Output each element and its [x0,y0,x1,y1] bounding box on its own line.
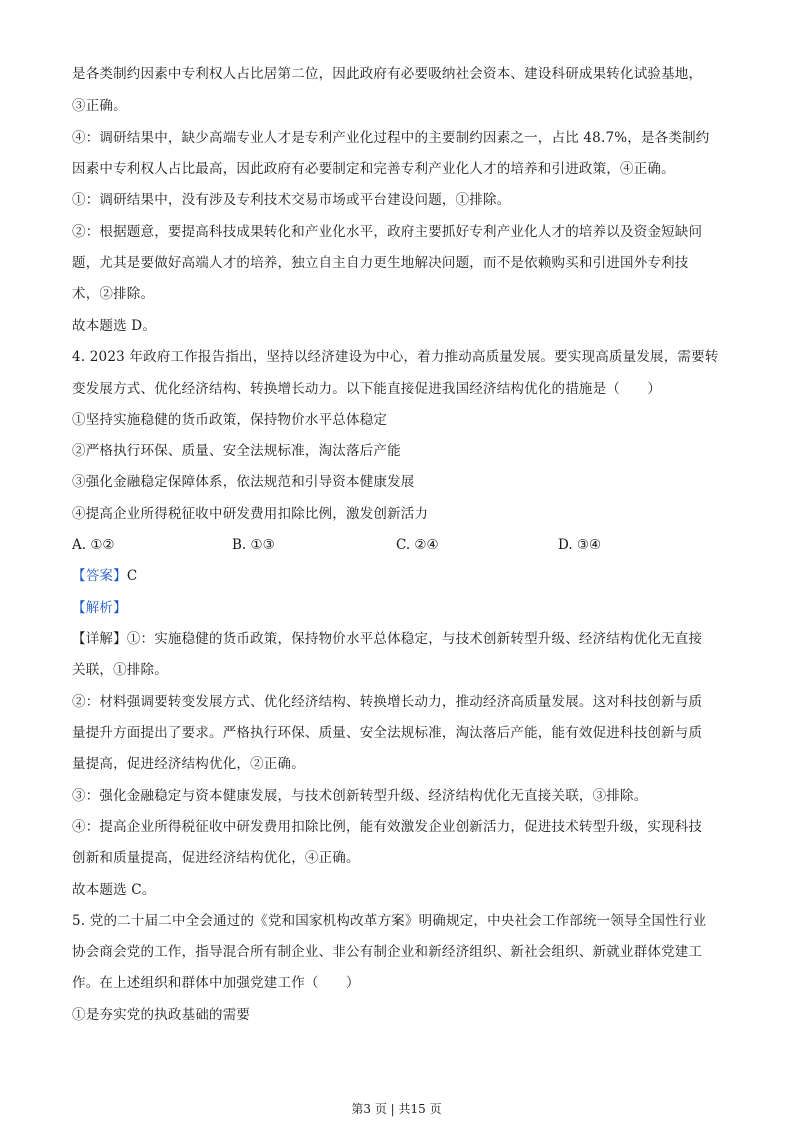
text-line: ②：材料强调要转变发展方式、优化经济结构、转换增长动力，推动经济高质量发展。这对科技创新与质 [72,694,703,710]
question-4-stem: 4. 2023 年政府工作报告指出，坚持以经济建设为中心，着力推动高质量发展。要实现高质量发展，需要转 [72,349,719,365]
question-5-stem: 协会商会党的工作，指导混合所有制企业、非公有制企业和新经济组织、新社会组织、新就业群体党建工 [72,944,703,960]
option-d: D. ③④ [558,537,602,553]
text-line: ④：调研结果中，缺少高端专业人才是专利产业化过程中的主要制约因素之一，占比 48.7%，是各类制约 [72,130,710,146]
statement-1: ①是夯实党的执政基础的需要 [72,1007,251,1023]
page-footer: 第3 页 | 共15 页 [351,1102,442,1116]
text-line: ③正确。 [72,98,127,114]
answer-options [72,535,722,555]
answer-tag: 【答案】 [72,568,127,584]
statement-2: ②严格执行环保、质量、安全法规标准，淘汰落后产能 [72,443,401,459]
detail-text: ①：实施稳健的货币政策，保持物价水平总体稳定，与技术创新转型升级、经济结构优化无直接 [126,631,703,647]
text-line: 题，尤其是要做好高端人才的培养，独立自主自力更生地解决问题，而不是依赖购买和引进国外专利技 [72,255,689,271]
option-c: C. ②④ [396,537,439,553]
option-a: A. ①② [72,537,115,553]
statement-3: ③强化金融稳定保障体系，依法规范和引导资本健康发展 [72,474,415,490]
detail-tag: 【详解】 [72,631,127,647]
analysis-tag: 【解析】 [72,600,127,616]
question-4-stem: 变发展方式、优化经济结构、转换增长动力。以下能直接促进我国经济结构优化的措施是（ ） [72,381,662,397]
answer-value: C [126,568,138,584]
text-line: ④：提高企业所得税征收中研发费用扣除比例，能有效激发企业创新活力，促进技术转型升级，实现科技 [72,819,703,835]
question-5-stem: 5. 党的二十届二中全会通过的《党和国家机构改革方案》明确规定，中央社会工作部统一领导全国性行业 [72,913,707,929]
text-line: 是各类制约因素中专利权人占比居第二位，因此政府有必要吸纳社会资本、建设科研成果转化试验基地， [72,66,703,82]
detail-line [72,629,722,649]
text-line: 量提升方面提出了要求。严格执行环保、质量、安全法规标准，淘汰落后产能，能有效促进科技创新与质 [72,725,703,741]
statement-1: ①坚持实施稳健的货币政策，保持物价水平总体稳定 [72,412,388,428]
statement-4: ④提高企业所得税征收中研发费用扣除比例，激发创新活力 [72,506,429,522]
text-line: 故本题选 C。 [72,882,156,898]
text-line: 关联，①排除。 [72,662,168,678]
text-line: 因素中专利权人占比最高，因此政府有必要制定和完善专利产业化人才的培养和引进政策，④正确。 [72,161,675,177]
text-line: 故本题选 D。 [72,318,157,334]
text-line: 创新和质量提高，促进经济结构优化，④正确。 [72,850,360,866]
text-line: 术，②排除。 [72,286,155,302]
answer-line [72,566,722,586]
analysis-line [72,598,722,618]
text-line: ②：根据题意，要提高科技成果转化和产业化水平，政府主要抓好专利产业化人才的培养以及资金短缺问 [72,224,703,240]
question-5-stem: 作。在上述组织和群体中加强党建工作（ ） [72,975,360,991]
text-line: ③：强化金融稳定与资本健康发展，与技术创新转型升级、经济结构优化无直接关联，③排除。 [72,788,648,804]
text-line: 量提高，促进经济结构优化，②正确。 [72,756,305,772]
option-b: B. ①③ [232,537,275,553]
text-line: ①：调研结果中，没有涉及专利技术交易市场或平台建设问题，①排除。 [72,192,511,208]
